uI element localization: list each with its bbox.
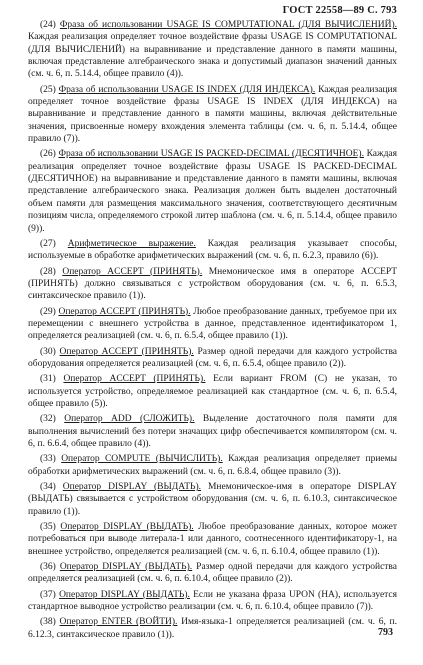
clause-number: (27) xyxy=(40,238,56,249)
clause-number: (29) xyxy=(40,306,56,317)
clause-text: Размер одной передачи для каждого устройства определяется реализацией (см. ч. 6, п. 6.10.4, общее правило (2)). xyxy=(28,562,398,585)
clause-term: Оператор DISPLAY (ВЫДАТЬ). xyxy=(59,562,193,573)
clause-term: Оператор DISPLAY (ВЫДАТЬ). xyxy=(60,522,194,533)
clause-text: Если вариант FROM (С) не указан, то используется устройство, определяемое реализацией как стандартное (см. ч. 6, п. 6.5.4, общее правило (5)). xyxy=(28,374,397,409)
clause-term: Оператор COMPUTE (ВЫЧИСЛИТЬ). xyxy=(61,454,223,465)
clause-text: Мнемоническое имя в операторе ACCEPT (ПРИНЯТЬ) должно связываться с устройством оборудования (см. ч. 6, п. 6.5.3, синтаксическое правило (1)). xyxy=(28,266,398,302)
clause-paragraph xyxy=(28,19,397,81)
clause-number: (38) xyxy=(40,617,56,628)
clause-paragraph xyxy=(28,238,397,263)
clause-text: Размер одной передачи для каждого устройства оборудования определяется реализацией (см. ч. 6, п. 6.5.4, общее правило (2)). xyxy=(28,346,398,369)
clause-text: Выделение достаточного поля памяти для выполнения вычислений без потери значащих цифр обеспечивается компилятором (см. ч. 6, п. 6.6.4, общее правило (4)). xyxy=(28,414,398,449)
clause-term: Оператор ACCEPT (ПРИНЯТЬ). xyxy=(62,266,203,277)
clause-text: Имя-языка-1 определяется реализацией (см. ч. 6, п. 6.12.3, синтаксическое правило (1)). xyxy=(28,617,398,640)
clause-paragraph xyxy=(28,453,397,478)
clause-paragraph xyxy=(28,521,397,558)
header-page-label: С. 793 xyxy=(367,5,397,16)
clause-paragraph xyxy=(28,616,397,641)
clause-number: (33) xyxy=(40,454,56,465)
page-number: 793 xyxy=(378,627,393,638)
clause-paragraph xyxy=(28,266,397,303)
clause-number: (25) xyxy=(40,84,56,95)
clause-term: Оператор ACCEPT (ПРИНЯТЬ). xyxy=(58,306,191,317)
clause-number: (36) xyxy=(40,562,56,573)
clause-number: (30) xyxy=(40,346,56,357)
clause-paragraph xyxy=(28,346,397,371)
clause-term: Фраза об использовании USAGE IS INDEX (ДЛЯ ИНДЕКСА). xyxy=(58,84,316,95)
clause-text: Любое преобразование данных, которое может потребоваться при выводе литерала-1 или данного, соотнесенного идентификатору-1, на внешнее устройство, определяется реализацией (см. ч. 6, п. 6.10.4, общее правило (1)). xyxy=(28,522,398,557)
clause-number: (35) xyxy=(40,522,56,533)
clause-paragraph xyxy=(28,84,397,146)
clause-number: (34) xyxy=(40,482,56,493)
clause-paragraph xyxy=(28,306,397,343)
clause-text: Любое преобразование данных, требуемое при их перемещении с внешнего устройства в данное, представленное идентификатором 1, определяется реализацией (см. ч. 6, п. 6.5.4, общее правило (1)). xyxy=(28,306,397,342)
clause-text: Мнемоническое-имя в операторе DISPLAY (ВЫДАТЬ) связывается с устройством оборудования (см. ч. 6, п. 6.10.3, синтаксическое правило (1)). xyxy=(28,482,397,517)
clause-term: Арифметическое выражение. xyxy=(67,238,196,249)
clause-term: Оператор ACCEPT (ПРИНЯТЬ). xyxy=(59,346,194,357)
clause-paragraph xyxy=(28,148,397,234)
clause-term: Оператор ADD (СЛОЖИТЬ). xyxy=(64,414,195,425)
standard-code: ГОСТ 22558—89 xyxy=(282,5,365,16)
clause-paragraph xyxy=(28,373,397,410)
clause-text: Каждая реализация определяет точное воздействие фразы USAGE IS INDEX (ДЛЯ ИНДЕКСА) на выравнивание и представление данного в памяти машины, включая действительные значения, присвоенные номеру вхождения элемента таблицы (см. ч. 6, п. 5.14.4, общее правило (7)). xyxy=(28,84,398,145)
clause-text: Если не указана фраза UPON (НА), используется стандартное выводное устройство реализации (см. ч. 6, п. 6.10.4, общее правило (7)). xyxy=(28,589,398,613)
clause-paragraph xyxy=(28,481,397,518)
clause-number: (37) xyxy=(40,589,56,600)
clause-paragraph xyxy=(28,589,397,614)
document-body xyxy=(28,19,397,644)
clause-term: Оператор DISPLAY (ВЫДАТЬ). xyxy=(62,482,202,493)
clause-text: Каждая реализация определяет приемы обработки арифметических выражений (см. ч. 6, п. 6.8.4, общее правило (3)). xyxy=(28,454,398,477)
clause-term: Фраза об использовании USAGE IS PACKED-DECIMAL (ДЕСЯТИЧНОЕ). xyxy=(58,149,364,160)
clause-text: Каждая реализация определяет точное воздействие фразы USAGE IS PACKED-DECIMAL (ДЕСЯТИЧНОЕ) на выравнивание и представление данного в памяти машины, включая представление алгебраического знака. Реализация должен быть выделен достаточный объем памяти для размещения максимального значения, соответствующего десятичным позициям числа, определяемого строкой литер шаблона (см. ч. 6, п. 5.14.4, общее правило (9)). xyxy=(28,149,397,234)
clause-number: (31) xyxy=(40,374,56,385)
clause-text: Каждая реализация указывает способы, используемые в обработке арифметических выражений (см. ч. 6, п. 6.2.3, правило (6)). xyxy=(28,238,397,262)
clause-number: (26) xyxy=(40,149,56,160)
clause-term: Оператор ACCEPT (ПРИНЯТЬ). xyxy=(63,374,206,385)
clause-paragraph xyxy=(28,561,397,586)
clause-paragraph xyxy=(28,413,397,450)
clause-number: (24) xyxy=(40,20,56,30)
clause-number: (28) xyxy=(40,266,56,277)
clause-number: (32) xyxy=(40,414,56,425)
clause-term: Фраза об использовании USAGE IS COMPUTATIONAL (ДЛЯ ВЫЧИСЛЕНИЙ). xyxy=(59,20,397,30)
page-header xyxy=(283,5,397,16)
clause-term: Оператор DISPLAY (ВЫДАТЬ). xyxy=(59,589,190,600)
clause-term: Оператор ENTER (ВОЙТИ). xyxy=(59,617,178,628)
clause-text: Каждая реализация определяет точное воздействие фразы USAGE IS COMPUTATIONAL (ДЛЯ ВЫЧИСЛЕНИЙ) на выравнивание и представление данного в памяти машины, включая представление алгебраического знака и допустимый диапазон значений данных (см. ч. 6, п. 5.14.4, общее правило (4)). xyxy=(28,32,397,80)
